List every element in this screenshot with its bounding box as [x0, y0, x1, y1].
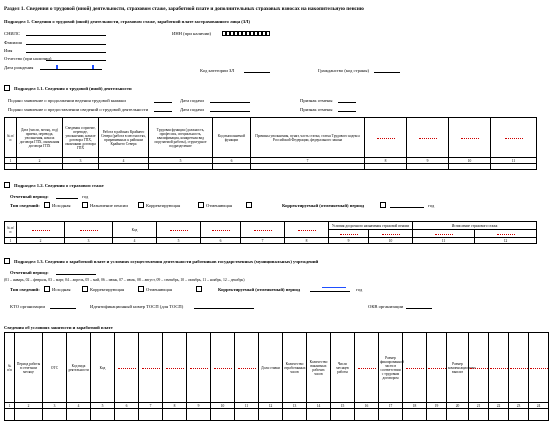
col-redacted: [17, 222, 65, 238]
col-index: 9: [407, 158, 449, 164]
type-initial-label: Исходная: [52, 287, 71, 292]
section-1-3-checkbox[interactable]: [4, 258, 10, 264]
salary-table: [4, 332, 549, 421]
col-redacted: [65, 222, 113, 238]
col-redacted: [529, 333, 549, 403]
col-index: 6: [115, 403, 139, 409]
info-type-label: Тип сведений:: [10, 203, 40, 208]
correction-checkbox[interactable]: [246, 202, 252, 208]
cancel2-field[interactable]: [338, 111, 356, 112]
col-index: 6: [213, 158, 251, 164]
kto-label: КТО организации: [10, 304, 45, 309]
activity-table: [4, 117, 537, 170]
col-months: Число месяцев работы: [331, 333, 355, 403]
col-index: 4: [99, 158, 149, 164]
info-type-label: Тип сведений:: [10, 287, 40, 292]
filing-date-field[interactable]: [210, 102, 250, 103]
name-field[interactable]: [26, 52, 106, 53]
category-code-field[interactable]: [244, 72, 270, 73]
correction-year: год: [356, 287, 363, 292]
correction-marker: [322, 287, 346, 288]
col-early-pension: Условия досрочного назначения страховой пенсии: [329, 222, 413, 230]
col-index: 11: [235, 403, 259, 409]
col-redacted: [403, 333, 427, 403]
type-checkbox-initial[interactable]: [44, 202, 50, 208]
col-redacted: [427, 333, 447, 403]
col-redacted: [369, 230, 413, 238]
type-pension-label: Назначение пенсии: [90, 203, 128, 208]
col-index: 15: [331, 403, 355, 409]
col-index: 2: [17, 158, 63, 164]
snils-field[interactable]: [26, 35, 106, 36]
cancel-field[interactable]: [338, 102, 356, 103]
col-function: Трудовая функция (должность, профессия, специальность, квалификация, конкретная вид поручаемой работы), структурное подразделение: [149, 118, 213, 158]
col-index: 9: [329, 238, 369, 244]
filing-field[interactable]: [154, 102, 172, 103]
col-index: 23: [509, 403, 529, 409]
name-label: Имя: [4, 48, 13, 53]
citizenship-field[interactable]: [374, 72, 400, 73]
type-checkbox-pension[interactable]: [82, 202, 88, 208]
category-code-label: Код категории ЗЛ: [200, 68, 235, 73]
correction-period-label: Корректируемый (отменяемый) период: [282, 203, 365, 208]
col-redacted: [407, 118, 449, 158]
col-redacted: [201, 222, 241, 238]
col-index: 10: [211, 403, 235, 409]
col-fixed: Размер фиксированной части в соответствии с трудовым договором: [379, 333, 403, 403]
correction-year-field[interactable]: [310, 291, 350, 292]
col-index: 16: [355, 403, 379, 409]
kto-field[interactable]: [50, 308, 76, 309]
inn-label: ИНН (при наличии): [172, 31, 212, 36]
okato-label: Идентификационный номер ТОСП (для ТОСП): [90, 304, 184, 309]
col-redacted: [491, 118, 537, 158]
col-comp: Размер компенсационных выплат: [447, 333, 469, 403]
correction-period-box[interactable]: [380, 202, 386, 208]
cancel-label: Признак отмены: [300, 98, 333, 103]
cancel2-label: Признак отмены: [300, 107, 333, 112]
insurance-table: [4, 221, 537, 244]
col-hours: Количество отработанных часов: [283, 333, 307, 403]
col-index: 10: [449, 158, 491, 164]
col-index: 1: [5, 238, 17, 244]
col-redacted: [509, 333, 529, 403]
col-info: Сведения о приеме, переводе, увольнении, начале договора ГПХ, окончании договора ГПХ: [63, 118, 99, 158]
col-index: 19: [427, 403, 447, 409]
col-redacted: [285, 222, 329, 238]
surname-label: Фамилия: [4, 40, 22, 45]
col-index: 8: [365, 158, 407, 164]
filing2-date-field[interactable]: [210, 111, 250, 112]
surname-field[interactable]: [26, 44, 106, 45]
filing2-label: Подано заявление о предоставлении сведений о трудовой деятельности: [8, 107, 149, 112]
col-redacted: [413, 230, 475, 238]
col-index: 11: [413, 238, 475, 244]
section-1-1-heading: Подраздел 1.1. Сведения о трудовой (иной) деятельности: [14, 86, 132, 91]
col-index: 14: [307, 403, 331, 409]
type-initial-label: Исходная: [52, 203, 71, 208]
page-title: Раздел 1. Сведения о трудовой (иной) деятельности, страховом стаже, заработной плате и дополнительных страховых взносах на накопительную пенсию: [4, 6, 364, 12]
col-redacted: [157, 222, 201, 238]
col-redacted: [211, 333, 235, 403]
col-index: 2: [15, 403, 43, 409]
col-index: 4: [67, 403, 91, 409]
col-index: 8: [285, 238, 329, 244]
col-index: 10: [369, 238, 413, 244]
col-redacted: [475, 230, 537, 238]
months-note: (01 – январь, 02 – февраль, 03 – март, 04 – апрель, 05 – май, 06 – июнь, 07 – июль, 08 – август, 09 – сентябрь, 10 – октябрь, 11 – ноябрь, 12 – декабрь): [4, 278, 245, 282]
table-caption: Сведения об условиях занятости и заработной плате: [4, 325, 113, 330]
col-index: 8: [163, 403, 187, 409]
type-correct-label: Корректирующая: [146, 203, 181, 208]
filing-date-label: Дата подачи: [180, 98, 204, 103]
table-row[interactable]: [5, 164, 537, 170]
col-index: 17: [379, 403, 403, 409]
col-redacted: [235, 333, 259, 403]
okato-field[interactable]: [194, 308, 254, 309]
filing2-field[interactable]: [154, 111, 172, 112]
birthdate-marker: [92, 65, 94, 69]
col-redacted: [365, 118, 407, 158]
section-1-1-checkbox[interactable]: [4, 85, 10, 91]
col-index: 9: [187, 403, 211, 409]
col-index: 3: [65, 238, 113, 244]
col-dismissal: Причины увольнения, пункт, часть статьи, статья Трудового кодекса Российской Федерации, федерального закона: [251, 118, 365, 158]
col-code: Код: [113, 222, 157, 238]
col-number: № п/п: [5, 333, 15, 403]
col-index: 1: [5, 158, 17, 164]
correction-period-label: Корректируемый (отменяемый) период: [218, 287, 301, 292]
correction-year: год: [428, 203, 435, 208]
birthdate-field[interactable]: [40, 69, 102, 70]
col-index: 11: [491, 158, 537, 164]
correction-checkbox[interactable]: [196, 286, 202, 292]
patronymic-field[interactable]: [46, 60, 106, 61]
col-index: 12: [475, 238, 537, 244]
col-index: 18: [403, 403, 427, 409]
col-index: 7: [241, 238, 285, 244]
inn-field[interactable]: [222, 31, 270, 36]
section-1-2-checkbox[interactable]: [4, 182, 10, 188]
col-redacted: [469, 333, 489, 403]
type-cancel-label: Отменяющая: [206, 203, 232, 208]
col-index: 3: [63, 158, 99, 164]
col-function-code: Код выполняемой функции: [213, 118, 251, 158]
birthdate-label: Дата рождения: [4, 65, 34, 70]
col-ots: ОТС: [43, 333, 67, 403]
col-date: Дата (число, месяц, год) приема, перевода, увольнения, начала договора ГПХ, окончания договора ГПХ: [17, 118, 63, 158]
citizenship-label: Гражданство (код страны): [318, 68, 370, 73]
filing2-date-label: Дата подачи: [180, 107, 204, 112]
col-index: 7: [139, 403, 163, 409]
col-index: 24: [529, 403, 549, 409]
col-redacted: [241, 222, 285, 238]
col-index: 7: [251, 158, 365, 164]
col-redacted: [489, 333, 509, 403]
table-row[interactable]: [5, 409, 549, 421]
col-index: 4: [113, 238, 157, 244]
col-redacted: [139, 333, 163, 403]
col-calc: Исчисление страхового стажа: [413, 222, 537, 230]
snils-label: СНИЛС: [4, 31, 20, 36]
type-checkbox-initial[interactable]: [44, 286, 50, 292]
col-index: 5: [91, 403, 115, 409]
col-index: 20: [447, 403, 469, 409]
period-field[interactable]: [56, 198, 78, 199]
type-correct-label: Корректирующая: [90, 287, 125, 292]
col-index: 21: [469, 403, 489, 409]
col-number: № п/п: [5, 118, 17, 158]
col-index: 12: [259, 403, 283, 409]
type-cancel-label: Отменяющая: [146, 287, 172, 292]
type-checkbox-cancel[interactable]: [138, 286, 144, 292]
col-index: 6: [201, 238, 241, 244]
col-redacted: [163, 333, 187, 403]
section-1-heading: Подраздел 1. Сведения о трудовой (иной) деятельности, страховом стаже, заработной плате застрахованного лица (ЗЛ): [4, 19, 250, 24]
col-vacant: Количество вакантных рабочих часов: [307, 333, 331, 403]
col-index: 3: [43, 403, 67, 409]
section-1-2-heading: Подраздел 1.2. Сведения о страховом стаже: [14, 183, 104, 188]
col-index: 5: [149, 158, 213, 164]
patronymic-label: Отчество (при наличии): [4, 56, 52, 61]
col-redacted: [115, 333, 139, 403]
col-share: Доля ставки: [259, 333, 283, 403]
type-checkbox-correct[interactable]: [138, 202, 144, 208]
col-period: Период работы в отчетном месяце: [15, 333, 43, 403]
period-year: год: [82, 194, 89, 199]
period-label: Отчетный период:: [10, 194, 49, 199]
col-number: № п/п: [5, 222, 17, 238]
period-label: Отчетный период:: [10, 270, 49, 275]
okved-label: ОКВ организации: [368, 304, 404, 309]
filing-label: Подано заявление о продолжении ведения трудовой книжки: [8, 98, 126, 103]
col-index: 13: [283, 403, 307, 409]
col-index: 5: [157, 238, 201, 244]
type-checkbox-correct[interactable]: [82, 286, 88, 292]
okved-field[interactable]: [406, 308, 432, 309]
birthdate-marker: [56, 65, 58, 69]
col-code: Код: [91, 333, 115, 403]
section-1-3-heading: Подраздел 1.3. Сведения о заработной плате и условиях осуществления деятельности работников государственных (муниципальных) учреждений: [14, 259, 319, 264]
correction-year-field[interactable]: [390, 207, 424, 208]
col-redacted: [329, 230, 369, 238]
type-checkbox-cancel[interactable]: [198, 202, 204, 208]
period-field[interactable]: [56, 274, 96, 275]
col-index: 1: [5, 403, 15, 409]
col-redacted: [449, 118, 491, 158]
col-redacted: [187, 333, 211, 403]
col-index: 2: [17, 238, 65, 244]
col-activity: Код вида деятельности: [67, 333, 91, 403]
col-redacted: [355, 333, 379, 403]
col-index: 22: [489, 403, 509, 409]
col-north: Работа в районах Крайнего Севера (работа в местностях, приравненных к районам Крайнего Севера: [99, 118, 149, 158]
